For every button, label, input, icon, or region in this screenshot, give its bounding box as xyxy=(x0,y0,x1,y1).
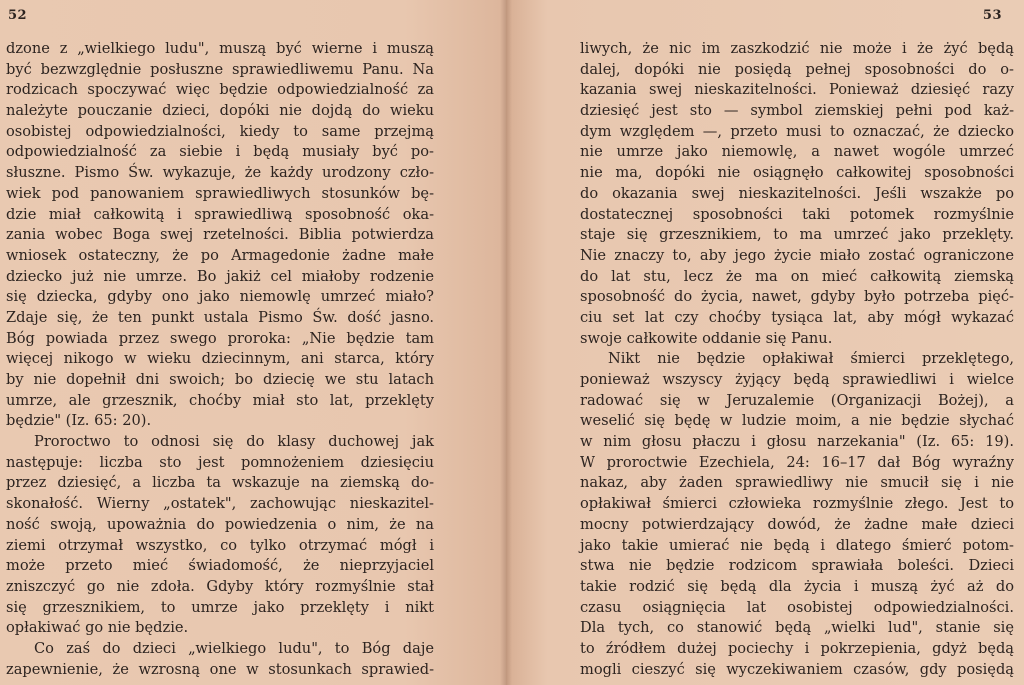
right-page-text xyxy=(580,39,1014,680)
text-line: takie rodzić się będą dla życia i muszą żyć aż do xyxy=(580,577,1014,595)
text-line: staje się grzesznikiem, to ma umrzeć jako przeklęty. xyxy=(580,226,1014,244)
text-line: więcej nikogo w wieku dziecinnym, ani starca, który xyxy=(6,350,434,368)
text-line: Nikt nie będzie opłakiwał śmierci przeklętego, xyxy=(608,350,1014,368)
text-line: dziesięć jest sto — symbol ziemskiej pełni pod każ- xyxy=(580,102,1014,120)
text-line: zania wobec Boga swej rzetelności. Biblia potwierdza xyxy=(6,226,434,244)
text-line: dziecko już nie umrze. Bo jakiż cel miałoby rodzenie xyxy=(6,267,434,285)
text-line: dzie miał całkowitą i sprawiedliwą sposobność oka- xyxy=(6,205,434,223)
left-page xyxy=(0,0,506,685)
text-line: następuje: liczba sto jest pomnożeniem dziesięciu xyxy=(6,453,434,471)
page-number-right: 53 xyxy=(982,8,1002,23)
text-line: należyte pouczanie dzieci, dopóki nie dojdą do wieku xyxy=(6,102,434,120)
text-line: zapewnienie, że wzrosną one w stosunkach sprawied- xyxy=(6,660,434,678)
text-line: Dla tych, co stanowić będą „wielki lud", stanie się xyxy=(580,619,1014,637)
text-line: Proroctwo to odnosi się do klasy duchowej jak xyxy=(34,433,434,451)
text-line: czasu osiągnięcia lat osobistej odpowiedzialności. xyxy=(580,598,1014,616)
text-line: opłakiwał śmierci człowieka rozmyślnie złego. Jest to xyxy=(580,495,1014,513)
text-line: się dziecka, gdyby ono jako niemowlę umrzeć miało? xyxy=(6,288,434,306)
text-line: ność swoją, upoważnia do powiedzenia o nim, że na xyxy=(6,515,434,533)
text-line: nie ma, dopóki nie osiągnęło całkowitej sposobności xyxy=(580,164,1014,182)
left-page-text xyxy=(6,39,434,680)
text-line: wiek pod panowaniem sprawiedliwych stosunków bę- xyxy=(6,184,434,202)
text-line: to źródłem dużej pociechy i pokrzepienia, gdyż będą xyxy=(580,639,1014,657)
text-line: Zdaje się, że ten punkt ustala Pismo Św. dość jasno. xyxy=(6,308,434,326)
text-line: w nim głosu płaczu i głosu narzekania" (Iz. 65: 19). xyxy=(580,433,1014,451)
text-line: ziemi otrzymał wszystko, co tylko otrzymać mógł i xyxy=(6,536,434,554)
text-line: słuszne. Pismo Św. wykazuje, że każdy urodzony czło- xyxy=(6,164,434,182)
text-line: może przeto mieć świadomość, że nieprzyjaciel xyxy=(6,557,434,575)
text-line: jako takie umierać nie będą i dlatego śmierć potom- xyxy=(580,536,1014,554)
text-line: Nie znaczy to, aby jego życie miało zostać ograniczone xyxy=(580,246,1014,264)
text-line: dym względem —, przeto musi to oznaczać, że dziecko xyxy=(580,122,1014,140)
book-gutter xyxy=(500,0,512,685)
text-line: kazania swej nieskazitelności. Ponieważ dziesięć razy xyxy=(580,81,1014,99)
text-line: weselić się będę w ludzie moim, a nie będzie słychać xyxy=(580,412,1014,430)
text-line: sposobność do życia, nawet, gdyby było potrzeba pięć- xyxy=(580,288,1014,306)
text-line: odpowiedzialność za siebie i będą musiały być po- xyxy=(6,143,434,161)
text-line: ciu set lat czy choćby tysiąca lat, aby mógł wykazać xyxy=(580,308,1014,326)
text-line: do lat stu, lecz że ma on mieć całkowitą ziemską xyxy=(580,267,1014,285)
text-line: liwych, że nic im zaszkodzić nie może i że żyć będą xyxy=(580,40,1014,57)
text-line: się grzesznikiem, to umrze jako przeklęty i nikt xyxy=(6,598,434,616)
right-page xyxy=(506,0,1024,685)
text-line: opłakiwać go nie będzie. xyxy=(6,619,189,637)
text-line: mogli cieszyć się wyczekiwaniem czasów, gdy posiędą xyxy=(580,660,1014,678)
text-line: Co zaś do dzieci „wielkiego ludu", to Bóg daje xyxy=(34,639,434,657)
text-line: będzie" (Iz. 65: 20). xyxy=(6,412,152,430)
text-line: dzone z „wielkiego ludu", muszą być wierne i muszą xyxy=(6,40,434,57)
text-line: rodzicach spoczywać więc będzie odpowiedzialność za xyxy=(6,81,434,99)
text-line: skonałość. Wierny „ostatek", zachowując nieskazitel- xyxy=(6,495,434,513)
text-line: do okazania swej nieskazitelności. Jeśli wszakże po xyxy=(580,184,1014,202)
text-line: umrze, ale grzesznik, choćby miał sto lat, przeklęty xyxy=(6,391,434,409)
text-line: dalej, dopóki nie posiędą pełnej sposobności do o- xyxy=(580,60,1014,78)
text-line: przez dziesięć, a liczba ta wskazuje na ziemską do- xyxy=(6,474,434,492)
text-line: stwa nie będzie rodzicom sprawiała boleści. Dzieci xyxy=(580,557,1014,575)
text-line: W proroctwie Ezechiela, 24: 16–17 dał Bóg wyraźny xyxy=(580,453,1014,471)
text-line: wniosek ostateczny, że po Armagedonie żadne małe xyxy=(6,246,434,264)
text-line: mocny potwierdzający dowód, że żadne małe dzieci xyxy=(580,515,1014,533)
text-line: ponieważ wszyscy żyjący będą sprawiedliwi i wielce xyxy=(580,371,1014,388)
text-line: by nie dopełnił dni swoich; bo dziecię we stu latach xyxy=(6,371,434,388)
page-number-left: 52 xyxy=(8,8,28,23)
text-line: być bezwzględnie posłuszne sprawiedliwemu Panu. Na xyxy=(6,60,434,78)
text-line: swoje całkowite oddanie się Panu. xyxy=(580,329,833,347)
text-line: Bóg powiada przez swego proroka: „Nie będzie tam xyxy=(6,329,434,347)
text-line: nie umrze jako niemowlę, a nawet wogóle umrzeć xyxy=(580,143,1014,161)
text-line: nakaz, aby żaden sprawiedliwy nie smucił się i nie xyxy=(580,474,1014,492)
text-line: osobistej odpowiedzialności, kiedy to same przejmą xyxy=(6,122,434,140)
text-line: radować się w Jeruzalemie (Organizacji Bożej), a xyxy=(580,391,1014,409)
text-line: zniszczyć go nie zdoła. Gdyby który rozmyślnie stał xyxy=(6,577,434,595)
text-line: dostatecznej sposobności taki potomek rozmyślnie xyxy=(580,205,1014,223)
